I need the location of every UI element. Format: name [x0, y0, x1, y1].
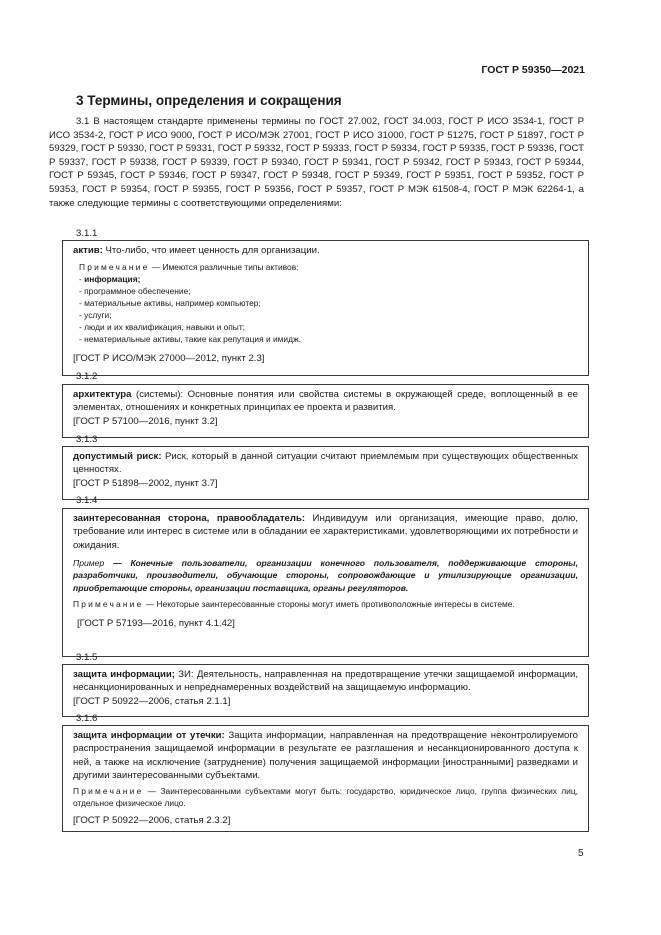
term-name: защита информации от утечки: [73, 730, 225, 741]
term-name: архитектура [73, 389, 132, 400]
intro-paragraph [49, 115, 584, 210]
term-note [73, 599, 578, 611]
term-number: 3.1.1 [76, 228, 98, 239]
note-text: — Имеются различные типы активов: [149, 262, 299, 273]
term-name: заинтересованная сторона, правообладатель: [73, 513, 306, 524]
term-box-asset [62, 240, 589, 376]
term-box-leak-protection [62, 725, 589, 832]
list-item: - нематериальные активы, такие как репутация и имидж. [79, 333, 301, 344]
term-definition: (системы): Основные понятия или свойства системы в окружающей среде, воплощенный в ее элементах, отношениях и конкретных принципах ее проекта и развития. [73, 389, 578, 414]
term-source: [ГОСТ Р 57193—2016, пункт 4.1.42] [77, 617, 235, 629]
document-code: ГОСТ Р 59350—2021 [481, 64, 585, 76]
list-item: - информация; [79, 274, 141, 285]
term-number: 3.1.3 [76, 434, 98, 445]
term-source: [ГОСТ Р 51898—2002, пункт 3.7] [73, 477, 218, 489]
list-item: - программное обеспечение; [79, 286, 191, 297]
term-source: [ГОСТ Р ИСО/МЭК 27000—2012, пункт 2.3] [73, 352, 265, 364]
term-number: 3.1.6 [76, 713, 98, 724]
list-item: - материальные активы, например компьютер; [79, 298, 261, 309]
note-list [73, 274, 578, 345]
term-note [73, 786, 578, 810]
note-label: Примечание [73, 785, 144, 796]
term-name: допустимый риск: [73, 451, 162, 462]
list-item: - люди и их квалификация, навыки и опыт; [79, 321, 245, 332]
term-number: 3.1.4 [76, 495, 98, 506]
term-definition: ЗИ: Деятельность, направленная на предотвращение утечки защищаемой информации, несанкционированных и непреднамеренных воздействий на защищаемую информацию. [73, 669, 578, 694]
note-text: — Заинтересованными субъектами могут быть: государство, юридическое лицо, группа физических лиц, отдельное физическое лицо. [73, 785, 578, 808]
term-box-stakeholder [62, 508, 589, 657]
term-box-info-protection [62, 664, 589, 717]
term-box-architecture [62, 384, 589, 438]
term-source: [ГОСТ Р 57100—2016, пункт 3.2] [73, 415, 218, 427]
term-example [73, 557, 578, 594]
example-text: — Конечные пользователи, организации конечного пользователя, поддерживающие стороны, разработчики, производители, обучающие стороны, сопровождающие и утилизирующие организации, приобретающие стороны, организации поставщика, органы регуляторов. [73, 558, 578, 593]
term-box-acceptable-risk [62, 446, 589, 500]
term-source: [ГОСТ Р 50922—2006, статья 2.1.1] [73, 695, 231, 707]
section-title: 3 Термины, определения и сокращения [76, 93, 342, 108]
term-definition: Индивидуум или организация, имеющие право, долю, требование или интерес в системе или в обладании ее характеристиками, удовлетворяющими их потребности и ожидания. [73, 513, 579, 551]
term-name: актив: [73, 245, 103, 256]
note-text: — Некоторые заинтересованные стороны могут иметь противоположные интересы в системе. [143, 598, 515, 609]
term-number: 3.1.5 [76, 652, 98, 663]
term-definition: Защита информации, направленная на предотвращение неконтролируемого распространения защищаемой информации в результате ее разглашения и несанкционированного доступа к ней, а также на исключение (затруднение) получения защищаемой информации [иностранными] разведками и другими заинтересованными субъектами. [73, 730, 578, 782]
term-name: защита информации; [73, 669, 175, 680]
term-definition: Что-либо, что имеет ценность для организации. [102, 245, 320, 256]
term-source: [ГОСТ Р 50922—2006, статья 2.3.2] [73, 815, 231, 827]
term-number: 3.1.2 [76, 371, 98, 382]
note-label: Примечание [73, 598, 144, 609]
note-label: Примечание [79, 262, 150, 273]
intro-text: 3.1 В настоящем стандарте применены термины по ГОСТ 27.002, ГОСТ 34.003, ГОСТ Р ИСО 3534-1, ГОСТ Р ИСО 3534-2, ГОСТ Р ИСО 9000, ГОСТ Р ИСО/МЭК 27001, ГОСТ Р ИСО 31000, ГОСТ Р 51275, ГОСТ Р 51897, ГОСТ Р 59329, ГОСТ Р 59330, ГОСТ Р 59331, ГОСТ Р 59332, ГОСТ Р 59333, ГОСТ Р 59334, ГОСТ Р 59335, ГОСТ Р 59336, ГОСТ Р 59337, ГОСТ Р 59338, ГОСТ Р 59339, ГОСТ Р 59340, ГОСТ Р 59341, ГОСТ Р 59342, ГОСТ Р 59343, ГОСТ Р 59344, ГОСТ Р 59345, ГОСТ Р 59346, ГОСТ Р 59347, ГОСТ Р 59348, ГОСТ Р 59349, ГОСТ Р 59351, ГОСТ Р 59352, ГОСТ Р 59353, ГОСТ Р 59354, ГОСТ Р 59355, ГОСТ Р 59356, ГОСТ Р 59357, ГОСТ Р МЭК 61508-4, ГОСТ Р МЭК 62264-1, а также следующие термины с соответствующими определениями: [49, 116, 584, 209]
example-label: Пример [73, 558, 105, 569]
term-definition: Риск, который в данной ситуации считают приемлемым при существующих общественных ценностях. [73, 451, 579, 476]
page-number: 5 [578, 848, 584, 859]
list-item: - услуги; [79, 310, 112, 321]
term-note [73, 262, 578, 274]
